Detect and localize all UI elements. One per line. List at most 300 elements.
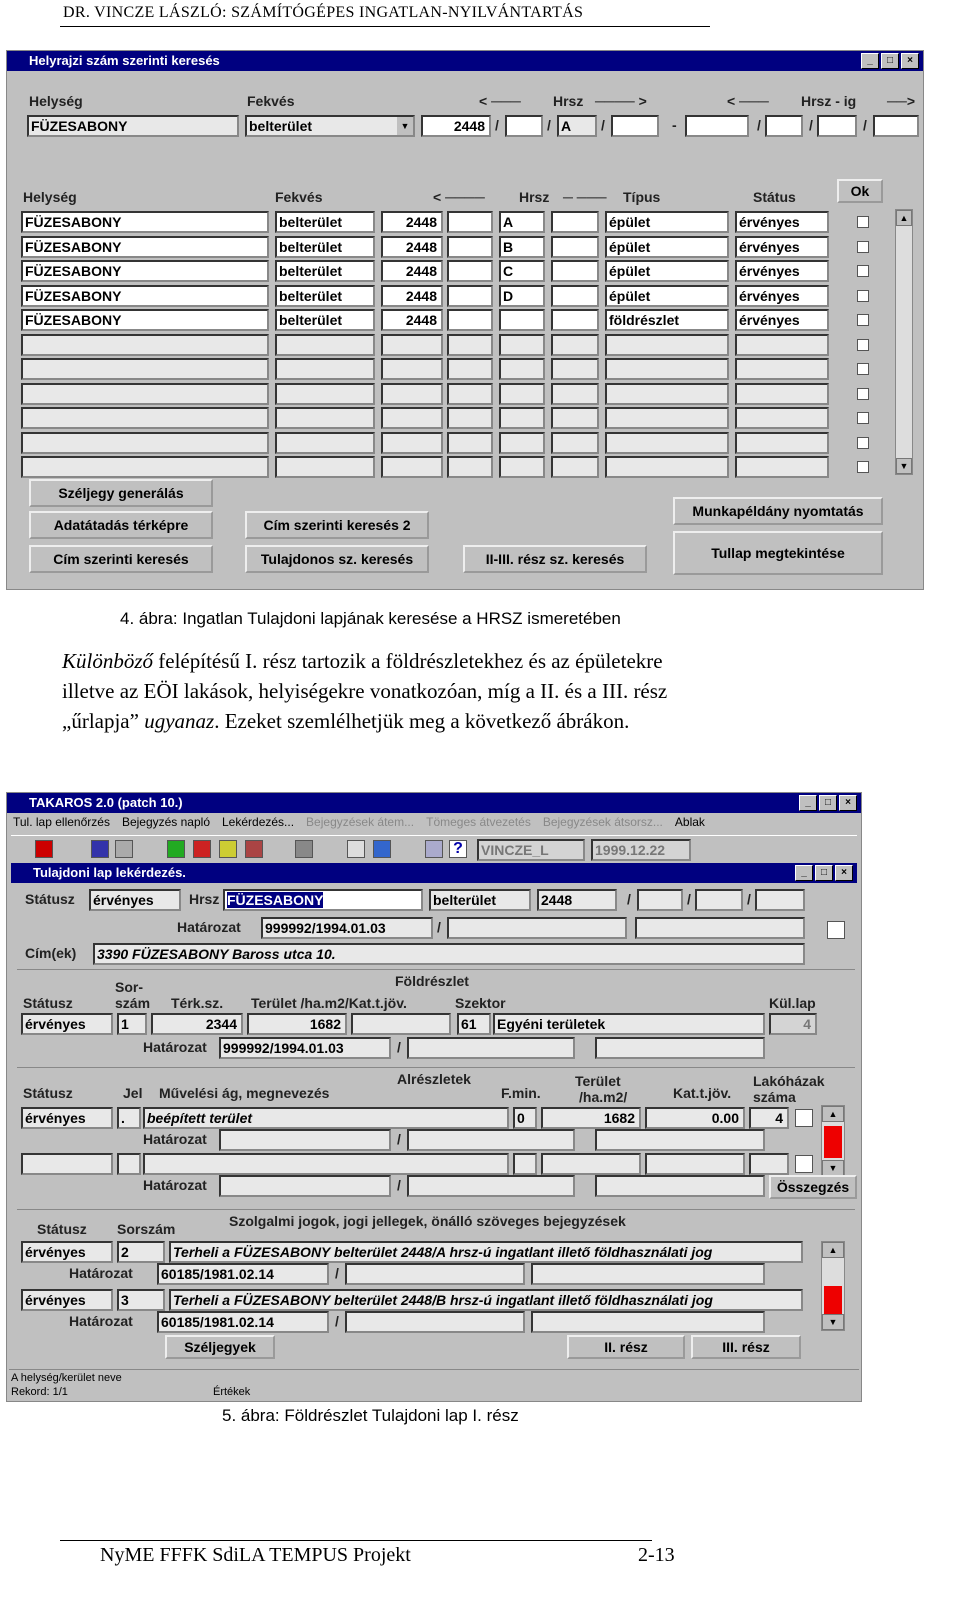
cell-empty[interactable] xyxy=(447,260,493,282)
cell-tipus[interactable] xyxy=(605,383,729,405)
tullap-megtekintese-button[interactable]: Tullap megtekintése xyxy=(673,531,883,575)
slash-separator: / xyxy=(809,117,813,133)
alr-muv-label: Művelési ág, megnevezés xyxy=(159,1085,330,1101)
row-checkbox[interactable] xyxy=(857,216,869,228)
edit-note-icon[interactable] xyxy=(827,921,845,939)
maximize-icon[interactable]: □ xyxy=(815,865,833,881)
cell-al[interactable]: B xyxy=(499,236,545,258)
menu-item[interactable]: Bejegyzések átem... xyxy=(306,815,415,829)
satellite-icon[interactable] xyxy=(425,840,443,858)
cell-al[interactable]: D xyxy=(499,285,545,307)
fold-terulet-field[interactable]: 1682 xyxy=(247,1013,347,1035)
fold-hatarozat-label: Határozat xyxy=(143,1039,207,1055)
para-text-1: felépítésű I. rész tartozik a földrészletekhez és az épületekre illetve az EÖI lakások, helyiségekre vonatkozóan, míg a II. és a III. rész „űrlapja” xyxy=(62,649,668,733)
menu-bar xyxy=(13,815,705,833)
scroll-down-icon[interactable]: ▼ xyxy=(822,1160,844,1176)
table-row[interactable] xyxy=(21,211,881,233)
cell-empty2[interactable] xyxy=(551,236,599,258)
label-cim: Cím(ek) xyxy=(25,945,77,961)
menu-item[interactable]: Bejegyzés napló xyxy=(121,815,210,829)
ok-button[interactable]: Ok xyxy=(837,179,883,203)
szolg-statusz-label: Státusz xyxy=(37,1221,87,1237)
fold-szektor-field[interactable]: 61 xyxy=(457,1013,491,1035)
cell-hrsz[interactable] xyxy=(381,383,443,405)
fold-terk-field[interactable]: 2344 xyxy=(151,1013,243,1035)
download-icon[interactable] xyxy=(373,840,391,858)
document-icon[interactable] xyxy=(295,840,313,858)
edit-note-icon[interactable] xyxy=(795,1109,813,1127)
save-icon[interactable] xyxy=(91,840,109,858)
search-helyseg-input[interactable]: FÜZESABONY xyxy=(27,115,239,137)
cell-helyseg[interactable] xyxy=(21,432,269,454)
cell-empty[interactable] xyxy=(447,407,493,429)
dash-separator: - xyxy=(672,117,677,133)
row-checkbox[interactable] xyxy=(857,290,869,302)
cell-fekves[interactable]: belterület xyxy=(275,211,375,233)
szolg-scrollbar[interactable] xyxy=(821,1241,845,1331)
cell-helyseg[interactable]: FÜZESABONY xyxy=(21,309,269,331)
top-alatort-field[interactable] xyxy=(637,889,683,911)
col-helyseg: Helység xyxy=(23,189,77,205)
scroll-up-icon[interactable]: ▲ xyxy=(822,1106,844,1122)
search-al-input[interactable]: A xyxy=(557,115,597,137)
cell-tipus[interactable] xyxy=(605,407,729,429)
toolbar-date: 1999.12.22 xyxy=(591,839,691,861)
alr-kat-field[interactable]: 0.00 xyxy=(645,1107,745,1129)
cell-status[interactable] xyxy=(735,432,829,454)
scroll-thumb[interactable] xyxy=(824,1286,842,1314)
cell-fekves[interactable]: belterület xyxy=(275,285,375,307)
fold-sorszam-field[interactable]: 1 xyxy=(117,1013,147,1035)
fold-kullap-label: Kül.lap xyxy=(769,995,816,1011)
alr-lako-label-1: Lakóházak xyxy=(753,1073,825,1089)
divider xyxy=(17,1209,855,1210)
table-row[interactable] xyxy=(21,407,881,429)
cell-hrsz[interactable] xyxy=(381,407,443,429)
cell-al[interactable] xyxy=(499,383,545,405)
cim-kereses-2-button[interactable]: Cím szerinti keresés 2 xyxy=(245,511,429,539)
footer-project: NyME FFFK SdiLA TEMPUS Projekt xyxy=(100,1544,411,1566)
tulajdonos-kereses-button[interactable]: Tulajdonos sz. keresés xyxy=(245,545,429,573)
alr-statusz-field[interactable]: érvényes xyxy=(21,1107,113,1129)
slash-separator: / xyxy=(547,117,551,133)
col-fekves: Fekvés xyxy=(275,189,323,205)
alr-muv-field[interactable]: beépített terület xyxy=(143,1107,509,1129)
row-checkbox[interactable] xyxy=(857,412,869,424)
alr-hatarozat-field-3[interactable] xyxy=(219,1175,391,1197)
cell-status[interactable]: érvényes xyxy=(735,236,829,258)
label-helyseg: Helység xyxy=(29,93,83,109)
search-hrsz-ig-input[interactable] xyxy=(685,115,749,137)
table-row[interactable] xyxy=(21,456,881,478)
status-bar xyxy=(9,1369,859,1400)
scroll-up-icon[interactable]: ▲ xyxy=(896,210,912,226)
cell-fekves[interactable]: belterület xyxy=(275,236,375,258)
szolg-text-field[interactable]: Terheli a FÜZESABONY belterület 2448/A hrsz-ú ingatlant illető földhasználati jog xyxy=(169,1241,803,1263)
cell-helyseg[interactable]: FÜZESABONY xyxy=(21,236,269,258)
szolg-hatarozat-3-field[interactable] xyxy=(531,1263,765,1285)
slash-separator: / xyxy=(863,117,867,133)
cell-hrsz[interactable]: 2448 xyxy=(381,211,443,233)
cell-empty[interactable] xyxy=(447,456,493,478)
cell-al[interactable]: A xyxy=(499,211,545,233)
edit-note-icon[interactable] xyxy=(795,1155,813,1173)
slash-separator: / xyxy=(397,1177,401,1193)
szolg-hatarozat-2-field[interactable] xyxy=(345,1311,525,1333)
delete-icon[interactable] xyxy=(193,840,211,858)
cell-empty2[interactable] xyxy=(551,456,599,478)
fold-kullap-field: 4 xyxy=(769,1013,817,1035)
exit-icon[interactable] xyxy=(35,840,53,858)
table-row[interactable] xyxy=(21,432,881,454)
row-checkbox[interactable] xyxy=(857,314,869,326)
alr-jel-label: Jel xyxy=(123,1085,143,1101)
alr-fmin-field-2[interactable] xyxy=(513,1153,537,1175)
search-ig-egyeb-input[interactable] xyxy=(873,115,919,137)
slash-separator: / xyxy=(397,1131,401,1147)
szolg-sorszam-label: Sorszám xyxy=(117,1221,176,1237)
iii-resz-button[interactable]: III. rész xyxy=(691,1335,801,1359)
scroll-down-icon[interactable]: ▼ xyxy=(896,458,912,474)
cell-helyseg[interactable]: FÜZESABONY xyxy=(21,260,269,282)
label-hatarozat: Határozat xyxy=(177,919,241,935)
cell-empty2[interactable] xyxy=(551,383,599,405)
alr-lako-field-2[interactable] xyxy=(749,1153,789,1175)
label-statusz: Státusz xyxy=(25,891,75,907)
menu-item[interactable]: Tömeges átvezetés xyxy=(426,815,531,829)
cell-fekves[interactable]: belterület xyxy=(275,309,375,331)
szeljegy-generalas-button[interactable]: Széljegy generálás xyxy=(29,479,213,507)
slash-separator: / xyxy=(601,117,605,133)
alr-jel-field-2[interactable] xyxy=(117,1153,141,1175)
cell-tipus[interactable]: földrészlet xyxy=(605,309,729,331)
cell-empty[interactable] xyxy=(447,236,493,258)
cell-empty2[interactable] xyxy=(551,407,599,429)
alr-lako-label-2: száma xyxy=(753,1089,796,1105)
cell-status[interactable]: érvényes xyxy=(735,260,829,282)
minimize-icon[interactable]: _ xyxy=(795,865,813,881)
alr-kat-label: Kat.t.jöv. xyxy=(673,1085,732,1101)
fold-szektor-nev-field[interactable]: Egyéni területek xyxy=(493,1013,765,1035)
fold-statusz-label: Státusz xyxy=(23,995,73,1011)
menu-item[interactable]: Tul. lap ellenőrzés xyxy=(13,815,110,829)
minimize-icon[interactable]: _ xyxy=(799,795,817,811)
alr-terulet-field[interactable]: 1682 xyxy=(541,1107,641,1129)
fold-hatarozat-2-field[interactable] xyxy=(407,1037,575,1059)
cell-helyseg[interactable]: FÜZESABONY xyxy=(21,211,269,233)
alr-lako-field[interactable]: 4 xyxy=(749,1107,789,1129)
cell-helyseg[interactable] xyxy=(21,383,269,405)
table-row[interactable] xyxy=(21,285,881,307)
edit-icon[interactable] xyxy=(219,840,237,858)
cell-empty2[interactable] xyxy=(551,432,599,454)
top-fekves-field[interactable]: belterület xyxy=(429,889,531,911)
cell-helyseg[interactable] xyxy=(21,334,269,356)
szolg-text-field[interactable]: Terheli a FÜZESABONY belterület 2448/B hrsz-ú ingatlant illető földhasználati jog xyxy=(169,1289,803,1311)
fig5-titlebar xyxy=(7,793,861,813)
szolg-hatarozat-3-field[interactable] xyxy=(531,1311,765,1333)
top-egyeb-field[interactable] xyxy=(755,889,805,911)
top-al-field[interactable] xyxy=(695,889,743,911)
row-checkbox[interactable] xyxy=(857,388,869,400)
cell-empty2[interactable] xyxy=(551,309,599,331)
cell-hrsz[interactable] xyxy=(381,358,443,380)
top-helyseg-field[interactable] xyxy=(223,889,423,911)
label-hrsz-ig: Hrsz - ig xyxy=(801,93,857,109)
cell-status[interactable]: érvényes xyxy=(735,309,829,331)
table-row[interactable] xyxy=(21,309,881,331)
page-header: DR. VINCZE LÁSZLÓ: SZÁMÍTÓGÉPES INGATLAN-NYILVÁNTARTÁS xyxy=(63,4,584,21)
cell-tipus[interactable]: épület xyxy=(605,285,729,307)
search-egyeb-input[interactable] xyxy=(611,115,659,137)
cell-fekves[interactable] xyxy=(275,456,375,478)
search-ig-al-input[interactable] xyxy=(817,115,857,137)
cell-al[interactable]: C xyxy=(499,260,545,282)
slash-separator: / xyxy=(437,919,441,935)
ii-resz-button[interactable]: II. rész xyxy=(567,1335,685,1359)
cell-tipus[interactable]: épület xyxy=(605,260,729,282)
top-hatarozat-3-field[interactable] xyxy=(635,917,805,939)
scroll-thumb[interactable] xyxy=(824,1126,842,1158)
alr-hatarozat-2-field[interactable] xyxy=(407,1129,575,1151)
cell-hrsz[interactable] xyxy=(381,456,443,478)
cim-kereses-button[interactable]: Cím szerinti keresés xyxy=(29,545,213,573)
cell-status[interactable] xyxy=(735,456,829,478)
cell-tipus[interactable] xyxy=(605,432,729,454)
cell-empty[interactable] xyxy=(447,358,493,380)
szolg-statusz-field[interactable]: érvényes xyxy=(21,1241,113,1263)
alr-hatarozat-field-4[interactable] xyxy=(407,1175,575,1197)
szolg-statusz-field[interactable]: érvényes xyxy=(21,1289,113,1311)
top-hatarozat-field[interactable]: 999992/1994.01.03 xyxy=(261,917,433,939)
cell-empty2[interactable] xyxy=(551,285,599,307)
fold-terk-label: Térk.sz. xyxy=(171,995,224,1011)
alr-hatarozat-field-5[interactable] xyxy=(595,1175,765,1197)
divider xyxy=(17,1067,855,1068)
szeljegyek-button[interactable]: Széljegyek xyxy=(165,1335,275,1359)
alr-fmin-label: F.min. xyxy=(501,1085,541,1101)
divider xyxy=(17,969,855,970)
arrow-right-icon: ──── > xyxy=(595,93,647,109)
row-checkbox[interactable] xyxy=(857,461,869,473)
cell-hrsz[interactable]: 2448 xyxy=(381,285,443,307)
fig4-caption: 4. ábra: Ingatlan Tulajdoni lapjának keresése a HRSZ ismeretében xyxy=(120,609,621,628)
row-checkbox[interactable] xyxy=(857,265,869,277)
fold-hatarozat-field[interactable]: 999992/1994.01.03 xyxy=(219,1037,391,1059)
para-italic-1: Különböző xyxy=(62,649,154,673)
osszegzes-button[interactable]: Összegzés xyxy=(769,1175,857,1199)
close-icon[interactable]: × xyxy=(839,795,857,811)
table-row[interactable] xyxy=(21,236,881,258)
status-ertekek: Értékek xyxy=(213,1386,251,1398)
col-tipus: Típus xyxy=(623,189,661,205)
cell-helyseg[interactable]: FÜZESABONY xyxy=(21,285,269,307)
cell-empty[interactable] xyxy=(447,432,493,454)
row-checkbox[interactable] xyxy=(857,241,869,253)
table-row[interactable] xyxy=(21,358,881,380)
fold-sor-label: Sor- xyxy=(115,979,143,995)
cell-al[interactable] xyxy=(499,309,545,331)
cell-al[interactable] xyxy=(499,432,545,454)
szolg-hatarozat-field[interactable]: 60185/1981.02.14 xyxy=(157,1263,329,1285)
fig4-title: Helyrajzi szám szerinti keresés xyxy=(29,53,220,68)
arrow-right-icon: ──> xyxy=(887,93,916,109)
print-icon[interactable] xyxy=(115,840,133,858)
alr-fmin-field[interactable]: 0 xyxy=(513,1107,537,1129)
top-hatarozat-2-field[interactable] xyxy=(447,917,627,939)
alr-hatarozat-3-field[interactable] xyxy=(595,1129,765,1151)
maximize-icon[interactable]: □ xyxy=(881,53,899,69)
menu-item[interactable]: Bejegyzések átsorsz... xyxy=(542,815,663,829)
row-checkbox[interactable] xyxy=(857,437,869,449)
maximize-icon[interactable]: □ xyxy=(819,795,837,811)
szolg-sorszam-field[interactable]: 3 xyxy=(117,1289,165,1311)
fold-szam-label: szám xyxy=(115,995,151,1011)
cell-status[interactable] xyxy=(735,383,829,405)
search-fekves-value: belterület xyxy=(249,118,313,134)
scroll-down-icon[interactable]: ▼ xyxy=(822,1314,844,1330)
cell-hrsz[interactable] xyxy=(381,334,443,356)
fig4-titlebar xyxy=(7,51,923,71)
menu-item[interactable]: Ablak xyxy=(674,815,705,829)
alr-scrollbar[interactable] xyxy=(821,1105,845,1177)
search-ig-alatort-input[interactable] xyxy=(765,115,803,137)
cell-hrsz[interactable] xyxy=(381,432,443,454)
cell-fekves[interactable] xyxy=(275,407,375,429)
close-icon[interactable]: × xyxy=(835,865,853,881)
help-icon[interactable]: ? xyxy=(449,840,467,858)
cell-al[interactable] xyxy=(499,358,545,380)
cell-tipus[interactable]: épület xyxy=(605,211,729,233)
table-row[interactable] xyxy=(21,260,881,282)
slash-separator: / xyxy=(335,1265,339,1281)
szolg-sorszam-field[interactable]: 2 xyxy=(117,1241,165,1263)
add-icon[interactable] xyxy=(167,840,185,858)
cell-fekves[interactable]: belterület xyxy=(275,260,375,282)
cell-hrsz[interactable]: 2448 xyxy=(381,260,443,282)
cell-al[interactable] xyxy=(499,407,545,429)
fold-hatarozat-3-field[interactable] xyxy=(595,1037,765,1059)
cell-empty2[interactable] xyxy=(551,260,599,282)
alr-muv-field-2[interactable] xyxy=(143,1153,509,1175)
top-statusz-field[interactable]: érvényes xyxy=(89,889,181,911)
ii-iii-kereses-button[interactable]: II-III. rész sz. keresés xyxy=(463,545,647,573)
table-row[interactable] xyxy=(21,383,881,405)
dash-separator: ─ ─── xyxy=(563,189,607,205)
results-scrollbar[interactable] xyxy=(895,209,913,475)
cell-status[interactable] xyxy=(735,407,829,429)
cell-empty2[interactable] xyxy=(551,211,599,233)
cell-helyseg[interactable] xyxy=(21,407,269,429)
row-checkbox[interactable] xyxy=(857,339,869,351)
search-fekves-select[interactable] xyxy=(245,115,415,137)
szolg-hatarozat-label: Határozat xyxy=(69,1265,133,1281)
row-checkbox[interactable] xyxy=(857,363,869,375)
header-rule xyxy=(60,26,710,27)
cell-helyseg[interactable] xyxy=(21,456,269,478)
cell-empty[interactable] xyxy=(447,383,493,405)
alr-terulet-field-2[interactable] xyxy=(541,1153,641,1175)
alr-statusz-field-2[interactable] xyxy=(21,1153,113,1175)
cell-helyseg[interactable] xyxy=(21,358,269,380)
top-helyseg-value: FÜZESABONY xyxy=(227,892,324,908)
fig5-app-title: TAKAROS 2.0 (patch 10.) xyxy=(29,795,183,810)
search-alatort-input[interactable] xyxy=(505,115,543,137)
table-row[interactable] xyxy=(21,334,881,356)
col-hrsz: Hrsz xyxy=(519,189,550,205)
slash-separator: / xyxy=(335,1313,339,1329)
para-text-2: . Ezeket szemlélhetjük meg a következő ábrákon. xyxy=(214,709,630,733)
fold-title: Földrészlet xyxy=(395,973,469,989)
cell-status[interactable] xyxy=(735,358,829,380)
cell-al[interactable] xyxy=(499,334,545,356)
slash-separator: / xyxy=(687,891,691,907)
sub-title: Tulajdoni lap lekérdezés. xyxy=(33,865,186,880)
fold-terulet-label: Terület /ha.m2/Kat.t.jöv. xyxy=(251,995,407,1011)
slash-separator: / xyxy=(495,117,499,133)
cell-tipus[interactable] xyxy=(605,358,729,380)
minimize-icon[interactable]: _ xyxy=(861,53,879,69)
fold-statusz-field[interactable]: érvényes xyxy=(21,1013,113,1035)
adatatadas-button[interactable]: Adatátadás térképre xyxy=(29,511,213,539)
close-icon[interactable]: × xyxy=(901,53,919,69)
cell-empty2[interactable] xyxy=(551,334,599,356)
alr-title: Alrészletek xyxy=(397,1071,471,1087)
cell-fekves[interactable] xyxy=(275,383,375,405)
search-hrsz-input[interactable]: 2448 xyxy=(421,115,491,137)
menu-item[interactable]: Lekérdezés... xyxy=(222,815,295,829)
results-table xyxy=(21,211,891,473)
edit-record-icon[interactable] xyxy=(245,840,263,858)
label-fekves: Fekvés xyxy=(247,93,295,109)
cell-al[interactable] xyxy=(499,456,545,478)
footer-rule xyxy=(60,1540,652,1541)
slash-separator: / xyxy=(747,891,751,907)
chevron-down-icon[interactable]: ▼ xyxy=(397,117,413,135)
scroll-up-icon[interactable]: ▲ xyxy=(822,1242,844,1258)
alr-terulet-label-2: /ha.m2/ xyxy=(579,1089,628,1105)
cell-hrsz[interactable]: 2448 xyxy=(381,236,443,258)
top-hrsz-field[interactable]: 2448 xyxy=(537,889,617,911)
cell-empty[interactable] xyxy=(447,285,493,307)
cell-empty[interactable] xyxy=(447,211,493,233)
szolg-hatarozat-2-field[interactable] xyxy=(345,1263,525,1285)
status-record: Rekord: 1/1 xyxy=(11,1386,68,1398)
fold-katjov-field[interactable] xyxy=(351,1013,451,1035)
top-cim-field[interactable]: 3390 FÜZESABONY Baross utca 10. xyxy=(93,943,805,965)
cell-fekves[interactable] xyxy=(275,358,375,380)
cell-tipus[interactable] xyxy=(605,456,729,478)
cell-empty[interactable] xyxy=(447,309,493,331)
cell-hrsz[interactable]: 2448 xyxy=(381,309,443,331)
para-italic-2: ugyanaz xyxy=(144,709,215,733)
szolg-hatarozat-field[interactable]: 60185/1981.02.14 xyxy=(157,1311,329,1333)
cell-status[interactable]: érvényes xyxy=(735,211,829,233)
alr-kat-field-2[interactable] xyxy=(645,1153,745,1175)
cell-fekves[interactable] xyxy=(275,432,375,454)
alr-hatarozat-field[interactable] xyxy=(219,1129,391,1151)
cell-tipus[interactable] xyxy=(605,334,729,356)
cell-empty2[interactable] xyxy=(551,358,599,380)
cell-status[interactable]: érvényes xyxy=(735,285,829,307)
munkapeldany-nyomtatas-button[interactable]: Munkapéldány nyomtatás xyxy=(673,497,883,525)
cell-fekves[interactable] xyxy=(275,334,375,356)
cell-empty[interactable] xyxy=(447,334,493,356)
alr-jel-field[interactable]: . xyxy=(117,1107,141,1129)
cell-tipus[interactable]: épület xyxy=(605,236,729,258)
notes-icon[interactable] xyxy=(347,840,365,858)
cell-status[interactable] xyxy=(735,334,829,356)
